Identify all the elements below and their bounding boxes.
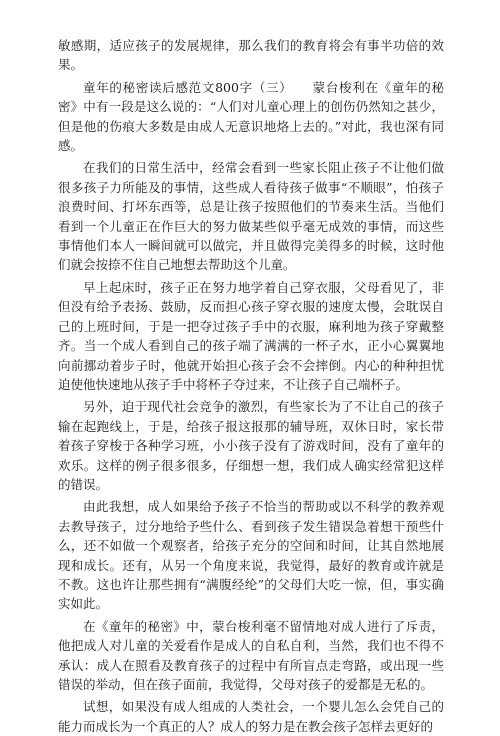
paragraph-7: 在《童年的秘密》中，蒙台梭利毫不留情地对成人进行了斥责，他把成人对儿童的关爱看作是成人的自私自利，当然，我们也不得不承认：成人在照看及教育孩子的过程中有所盲点走弯路，或出现一些错误的举动，但在孩子面前，我觉得，父母对孩子的爱都是无私的。 bbox=[58, 618, 444, 692]
paragraph-1: 敏感期，适应孩子的发展规律，那么我们的教育将会有事半功倍的效果。 bbox=[58, 38, 444, 73]
paragraph-6: 由此我想，成人如果给予孩子不恰当的帮助或以不科学的教养观去教导孩子，过分地给予些什么、看到孩子发生错误急着想干预些什么，还不如做一个观察者，给孩子充分的空间和时间，让其自然地展现和成长。还有，从另一个角度来说，我觉得，最好的教育或许就是不教。这也许让那些拥有“满腹经纶”的父母们大吃一惊，但，事实确实如此。 bbox=[58, 499, 444, 612]
paragraph-5: 另外，迫于现代社会竞争的激烈，有些家长为了不让自己的孩子输在起跑线上，于是，给孩子报这报那的辅导班，双休日时，家长带着孩子穿梭于各种学习班，小小孩子没有了游戏时间，没有了童年的欢乐。这样的例子很多很多，仔细想一想，我们成人确实经常犯这样的错误。 bbox=[58, 399, 444, 492]
paragraph-3: 在我们的日常生活中，经常会看到一些家长阻止孩子不让他们做很多孩子力所能及的事情，这些成人看待孩子做事“不顺眼”，怕孩子浪费时间、打坏东西等，总是让孩子按照他们的节奏来生活。当他们看到一个儿童正在作巨大的努力做某些似乎毫无成效的事情，而这些事情他们本人一瞬间就可以做完，并且做得完美得多的时候，这时他们就会按捺不住自己地想去帮助这个儿童。 bbox=[58, 160, 444, 273]
paragraph-2: 童年的秘密读后感范文800字（三） 蒙台梭利在《童年的秘密》中有一段是这么说的：“人们对儿童心理上的创伤仍然知之甚少，但是他的伤痕大多数是由成人无意识地烙上去的。”对此，我也深有同感。 bbox=[58, 79, 444, 154]
paragraph-8: 试想，如果没有成人组成的人类社会，一个婴儿怎么会凭自己的能力而成长为一个真正的人？成人的努力是在教会孩子怎样去更好的 bbox=[58, 699, 444, 734]
paragraph-4: 早上起床时，孩子正在努力地学着自己穿衣服，父母看见了，非但没有给予表扬、鼓励，反而担心孩子穿衣服的速度太慢，会耽误自己的上班时间，于是一把夺过孩子手中的衣服，麻利地为孩子穿戴整齐。当一个成人看到自己的孩子端了满满的一杯子水，正小心翼翼地向前挪动着步子时，他就开始担心孩子会不会摔倒。内心的种种担忧迫使他快速地从孩子手中将杯子夺过来，不让孩子自己端杯子。 bbox=[58, 279, 444, 392]
